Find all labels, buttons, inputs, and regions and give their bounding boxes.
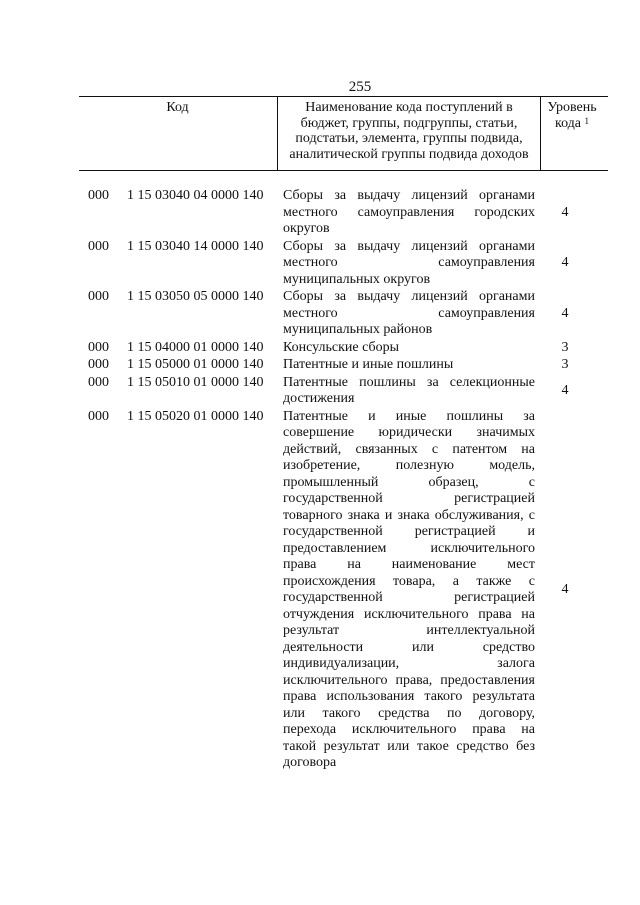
table-header bbox=[79, 96, 608, 171]
header-level-line: кода $^1$ bbox=[554, 115, 590, 131]
revenue-name-line: происхождения товара, а также с bbox=[283, 573, 535, 589]
revenue-name-line: местного самоуправления bbox=[283, 255, 535, 270]
table-row bbox=[88, 289, 608, 339]
table-body bbox=[88, 188, 608, 773]
header-name-line: бюджет, группы, подгруппы, статьи, bbox=[300, 115, 518, 131]
table-row bbox=[88, 357, 608, 374]
revenue-name-line: отчуждения исключительного права на bbox=[283, 606, 535, 622]
revenue-code: 1 15 05010 01 0000 140 bbox=[127, 374, 264, 390]
revenue-code: 1 15 05020 01 0000 140 bbox=[127, 408, 264, 424]
revenue-name-line: государственной регистрацией bbox=[283, 491, 535, 506]
revenue-name-line: округов bbox=[283, 221, 330, 236]
revenue-name-line: права на наименование мест bbox=[283, 557, 535, 572]
revenue-name-line: индивидуализации, залога bbox=[283, 656, 535, 671]
header-name-line: Наименование кода поступлений в bbox=[305, 100, 513, 115]
header-name-line: аналитической группы подвида доходов bbox=[289, 146, 529, 162]
revenue-name-line: перехода исключительного права на bbox=[283, 722, 535, 737]
revenue-name-line: Патентные и иные пошлины bbox=[283, 357, 454, 372]
revenue-name-line: договора bbox=[283, 755, 337, 770]
revenue-name-line: права использования такого результата bbox=[283, 689, 535, 704]
code-level: 4 bbox=[561, 204, 569, 220]
revenue-name-line: Патентные пошлины за селекционные bbox=[283, 374, 535, 390]
revenue-name-line: государственной регистрацией и bbox=[283, 524, 535, 539]
admin-code: 000 bbox=[88, 238, 109, 254]
revenue-code: 1 15 04000 01 0000 140 bbox=[127, 339, 264, 355]
revenue-name bbox=[283, 239, 535, 289]
revenue-name-line: Сборы за выдачу лицензий органами bbox=[283, 289, 535, 304]
revenue-name-line: достижения bbox=[283, 391, 355, 406]
revenue-code: 1 15 05000 01 0000 140 bbox=[127, 357, 264, 372]
revenue-name-line: Сборы за выдачу лицензий органами bbox=[283, 188, 535, 203]
revenue-name-line: товарного знака и знака обслуживания, с bbox=[283, 507, 535, 523]
revenue-name bbox=[283, 409, 535, 772]
revenue-name-line: изобретение, полезную модель, bbox=[283, 458, 535, 473]
admin-code: 000 bbox=[88, 188, 109, 203]
header-level bbox=[541, 100, 603, 131]
code-level: 3 bbox=[561, 357, 569, 372]
revenue-name bbox=[283, 357, 535, 374]
admin-code: 000 bbox=[88, 339, 109, 355]
admin-code: 000 bbox=[88, 374, 109, 390]
revenue-name-line: промышленный образец, с bbox=[283, 474, 535, 490]
table-row bbox=[88, 375, 608, 408]
code-level: 4 bbox=[561, 581, 569, 597]
revenue-name-line: государственной регистрацией bbox=[283, 590, 535, 605]
revenue-name-line: Сборы за выдачу лицензий органами bbox=[283, 238, 535, 254]
header-code: Код bbox=[166, 100, 189, 115]
header-level-line: Уровень bbox=[547, 100, 597, 115]
revenue-name-line: деятельности или средство bbox=[283, 639, 535, 655]
revenue-name-line: Патентные и иные пошлины за bbox=[283, 408, 535, 424]
admin-code: 000 bbox=[88, 357, 109, 372]
code-level: 4 bbox=[561, 255, 569, 270]
revenue-code: 1 15 03040 14 0000 140 bbox=[127, 238, 264, 254]
revenue-code: 1 15 03040 04 0000 140 bbox=[127, 188, 264, 203]
revenue-name-line: предоставлением исключительного bbox=[283, 540, 535, 556]
revenue-name-line: действий, связанных с патентом на bbox=[283, 441, 535, 457]
revenue-name-line: муниципальных округов bbox=[283, 271, 431, 287]
revenue-name-line: совершение юридически значимых bbox=[283, 425, 535, 440]
table-row bbox=[88, 409, 608, 772]
page-number: 255 bbox=[348, 79, 372, 95]
revenue-name-line: исключительного права, предоставления bbox=[283, 672, 535, 688]
revenue-name-line: такой результат или такое средство без bbox=[283, 738, 535, 754]
table-row bbox=[88, 239, 608, 289]
header-name-line: подстатьи, элемента, группы подвида, bbox=[295, 131, 523, 146]
admin-code: 000 bbox=[88, 408, 109, 424]
revenue-name-line: местного самоуправления городских bbox=[283, 204, 535, 220]
table-row bbox=[88, 340, 608, 357]
code-level: 4 bbox=[561, 305, 569, 321]
admin-code: 000 bbox=[88, 289, 109, 304]
revenue-name bbox=[283, 375, 535, 408]
revenue-code: 1 15 03050 05 0000 140 bbox=[127, 289, 264, 304]
table-row bbox=[88, 188, 608, 238]
code-level: 3 bbox=[561, 339, 569, 355]
header-name bbox=[278, 100, 540, 162]
revenue-name-line: или такого средства по договору, bbox=[283, 705, 535, 721]
code-level: 4 bbox=[561, 382, 569, 398]
header-footnote-marker: 1 bbox=[584, 115, 590, 126]
revenue-name-line: результат интеллектуальной bbox=[283, 623, 535, 638]
revenue-name bbox=[283, 340, 535, 357]
revenue-name-line: местного самоуправления bbox=[283, 305, 535, 321]
revenue-name-line: муниципальных районов bbox=[283, 322, 433, 337]
revenue-name bbox=[283, 188, 535, 238]
revenue-name-line: Консульские сборы bbox=[283, 339, 400, 355]
revenue-name bbox=[283, 289, 535, 339]
